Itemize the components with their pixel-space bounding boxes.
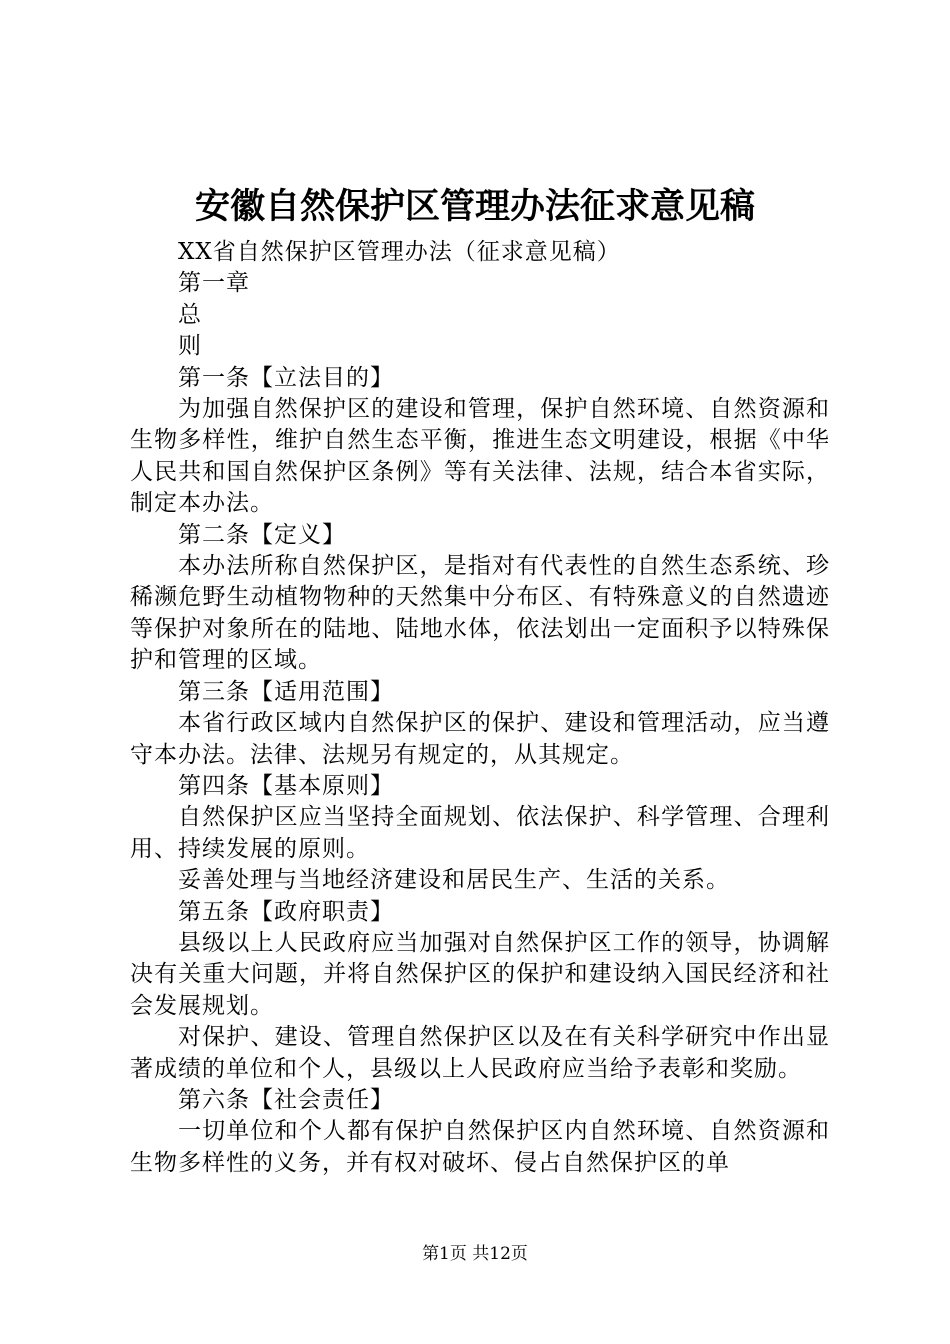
paragraph-law-name: XX省自然保护区管理办法（征求意见稿） <box>178 239 621 265</box>
document-body <box>130 237 830 1179</box>
article-4-body: 自然保护区应当坚持全面规划、依法保护、科学管理、合理利用、持续发展的原则。 <box>130 804 830 862</box>
article-5-heading: 第五条【政府职责】 <box>178 898 394 925</box>
article-4-body-2: 妥善处理与当地经济建设和居民生产、生活的关系。 <box>178 867 730 894</box>
article-6-body: 一切单位和个人都有保护自然保护区内自然环境、自然资源和生物多样性的义务，并有权对破坏、侵占自然保护区的单 <box>130 1118 830 1176</box>
article-3-heading: 第三条【适用范围】 <box>178 678 394 705</box>
article-1-body: 为加强自然保护区的建设和管理，保护自然环境、自然资源和生物多样性，维护自然生态平衡，推进生态文明建设，根据《中华人民共和国自然保护区条例》等有关法律、法规，结合本省实际，制定本办法。 <box>130 396 830 517</box>
article-1-heading: 第一条【立法目的】 <box>178 364 394 391</box>
paragraph-general-2: 则 <box>178 333 202 360</box>
paragraph-chapter-one: 第一章 <box>178 270 250 297</box>
article-6-heading: 第六条【社会责任】 <box>178 1086 394 1113</box>
article-2-heading: 第二条【定义】 <box>178 521 346 548</box>
article-5-body-2: 对保护、建设、管理自然保护区以及在有关科学研究中作出显著成绩的单位和个人，县级以上人民政府应当给予表彰和奖励。 <box>130 1024 830 1082</box>
article-4-heading: 第四条【基本原则】 <box>178 772 394 799</box>
article-3-body: 本省行政区域内自然保护区的保护、建设和管理活动，应当遵守本办法。法律、法规另有规定的，从其规定。 <box>130 710 830 768</box>
document-title: 安徽自然保护区管理办法征求意见稿 <box>194 186 755 227</box>
article-5-body: 县级以上人民政府应当加强对自然保护区工作的领导，协调解决有关重大问题，并将自然保护区的保护和建设纳入国民经济和社会发展规划。 <box>130 929 830 1019</box>
paragraph-general-1: 总 <box>178 301 202 328</box>
article-2-body: 本办法所称自然保护区，是指对有代表性的自然生态系统、珍稀濒危野生动植物物种的天然集中分布区、有特殊意义的自然遗迹等保护对象所在的陆地、陆地水体，依法划出一定面积予以特殊保护和管理的区域。 <box>130 553 830 674</box>
page-footer: 第1页 共12页 <box>422 1244 528 1264</box>
